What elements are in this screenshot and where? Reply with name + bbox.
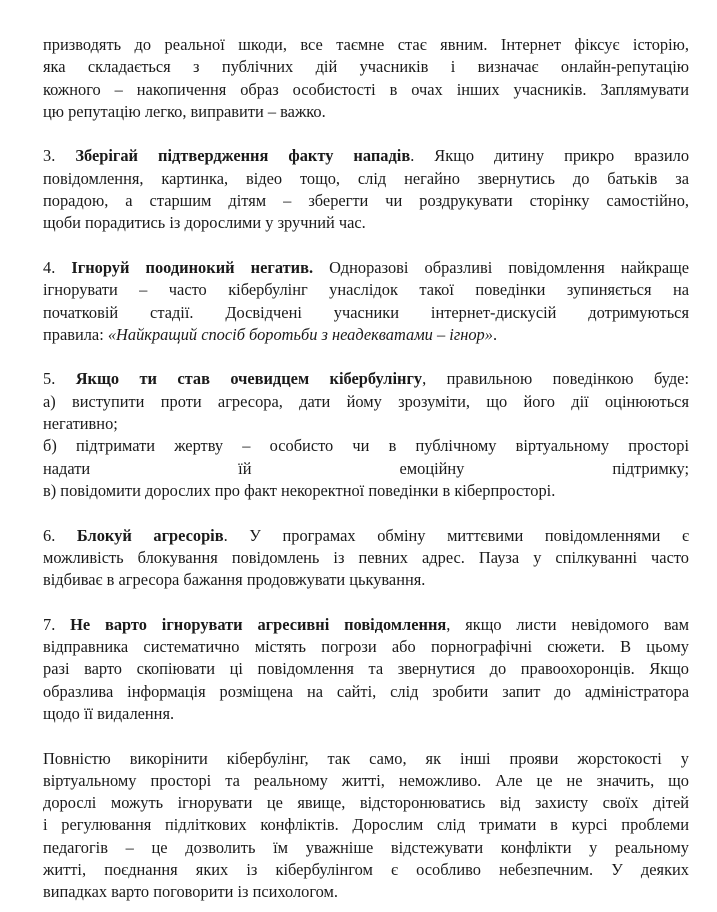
line-text: початковій стадії. Досвідчені учасники інтернет-дискусій дотримуються [43,302,689,322]
paragraph [43,34,689,123]
text-line [43,636,689,658]
list-number: 4. [43,257,72,277]
line-text: щодо її видалення. [43,703,175,723]
text-line [43,814,689,836]
line-text: б) підтримати жертву – особисто чи в публічному віртуальному просторі [43,436,689,456]
line-text: призводять до реальної шкоди, все таємне стає явним. Інтернет фіксує історію, [43,35,689,54]
line-suffix: . [492,324,498,344]
line-text: порадою, а старшим дітям – зберегти чи роздрукувати сторінку самостійно, [43,191,689,211]
text-line [43,703,689,725]
line-text: ігнорувати – часто кібербулінг унаслідок такої поведінки зупиняється на [43,280,689,300]
line-text: , правильною поведінкою буде: [422,369,690,389]
text-line [43,837,689,859]
line-text: негативно; [43,414,118,434]
text-line [43,145,689,167]
text-line [43,480,689,502]
text-line [43,101,689,123]
line-text: а) виступити проти агресора, дати йому зрозуміти, що його дії оцінюються [43,391,689,411]
text-line [43,56,689,78]
line-text: щоби порадитись із дорослими у зручний час. [43,213,366,233]
line-text: віртуальному просторі та реальному житті, неможливо. Але це не значить, що [43,770,689,790]
bold-heading: Якщо ти став очевидцем кібербулінгу [75,369,423,389]
line-text: відправника систематично містять погрози або порнографічні сюжети. В цьому [43,637,689,657]
text-line [43,770,689,792]
line-text: випадках варто поговорити із психологом. [43,882,339,902]
text-line [43,190,689,212]
line-text: повідомлення, картинка, відео тощо, слід негайно звернутись до батьків за [43,168,689,188]
text-line [43,257,689,279]
line-text: можливість блокування повідомлень із певних адрес. Пауза у спілкуванні часто [43,547,689,567]
paragraph [43,145,689,234]
text-line [43,279,689,301]
line-text: в) повідомити дорослих про факт некоректної поведінки в кіберпросторі. [43,480,556,500]
list-number: 6. [43,525,77,545]
line-text: правила: [43,324,108,344]
line-text: Повністю викорінити кібербулінг, так само, як інші прояви жорстокості у [43,748,689,768]
line-text: яка складається з публічних дій учасників і визначає онлайн-репутацію [43,57,689,77]
list-number: 7. [43,614,71,634]
line-text: педагогів – це дозволить їм уважніше відстежувати конфлікти у реальному [43,837,689,857]
line-text: кожного – накопичення образ особистості в очах інших учасників. Заплямувати [43,79,689,99]
text-line [43,569,689,591]
line-text: цю репутацію легко, виправити – важко. [43,101,326,121]
paragraph [43,525,689,592]
text-line [43,391,689,413]
list-number: 3. [43,146,76,166]
text-line [43,168,689,190]
italic-quote: «Найкращий спосіб боротьби з неадекватами – ігнор» [107,324,493,344]
text-line [43,435,689,457]
text-line [43,614,689,636]
text-line [43,212,689,234]
text-line [43,859,689,881]
text-line [43,748,689,770]
line-text: Одноразові образливі повідомлення найкраще [313,257,690,277]
line-text: надати їй емоційну підтримку; [43,458,689,478]
line-text: дорослі можуть ігнорувати це явище, відсторонюватись від захисту своїх дітей [43,793,689,813]
line-text: образлива інформація розміщена на сайті, слід зробити запит до адміністратора [43,681,689,701]
bold-heading: Блокуй агресорів [76,525,224,545]
line-text: , якщо листи невідомого вам [446,614,689,634]
paragraph [43,368,689,502]
line-text: разі варто скопіювати ці повідомлення та звернутися до правоохоронців. Якщо [43,659,689,679]
bold-heading: Зберігай підтвердження факту нападів [75,146,411,166]
line-text: відбиває в агресора бажання продовжувати цькування. [43,570,426,590]
list-number: 5. [43,369,76,389]
line-text: житті, поєднання яких із кібербулінгом є особливо небезпечним. У деяких [43,859,689,879]
text-line [43,302,689,324]
text-line [43,368,689,390]
paragraph [43,257,689,346]
bold-heading: Не варто ігнорувати агресивні повідомлення [70,614,447,634]
paragraph [43,614,689,725]
text-line [43,34,689,56]
text-line [43,324,689,346]
text-line [43,547,689,569]
line-text: . Якщо дитину прикро вразило [410,146,690,166]
text-line [43,525,689,547]
line-text: і регулювання підліткових конфліктів. Дорослим слід тримати в курсі проблеми [43,815,689,835]
text-line [43,658,689,680]
line-text: . У програмах обміну миттєвими повідомленнями є [223,525,689,545]
text-line [43,681,689,703]
text-line [43,881,689,903]
text-line [43,458,689,480]
text-line [43,792,689,814]
text-line [43,413,689,435]
document-body [43,34,689,904]
bold-heading: Ігноруй поодинокий негатив. [71,257,314,277]
paragraph [43,748,689,904]
text-line [43,79,689,101]
